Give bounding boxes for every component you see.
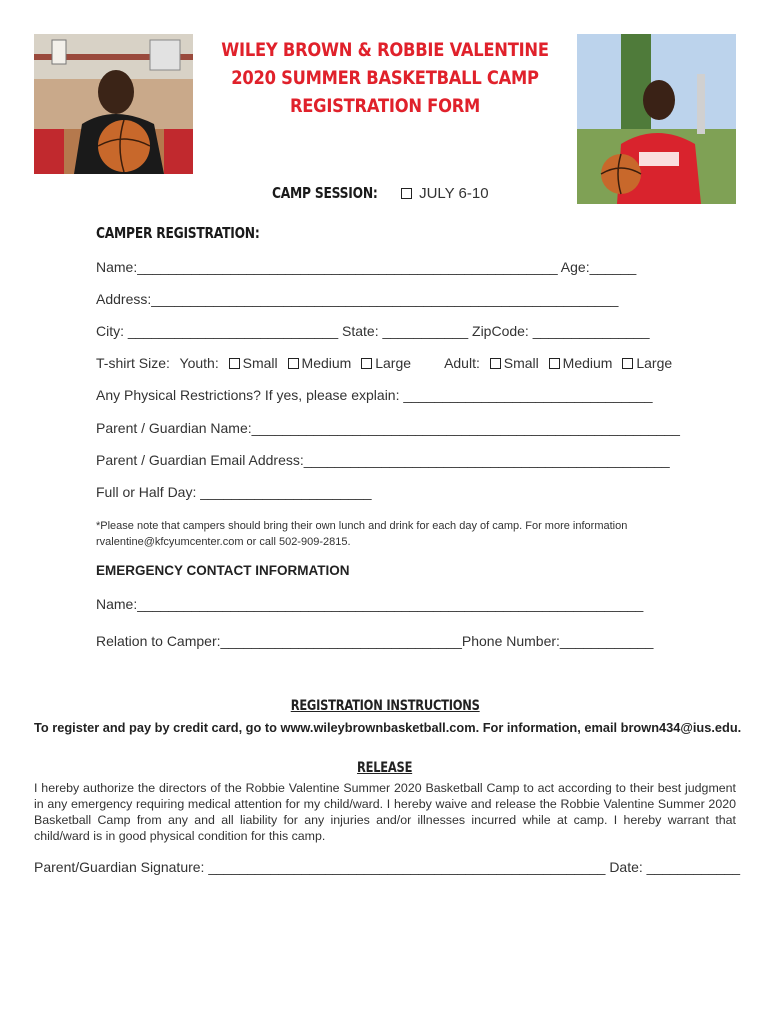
camper-city-field[interactable]: City: ___________________________ State: ___________ ZipCode: _______________ — [96, 323, 650, 339]
youth-medium-label: Medium — [301, 355, 352, 371]
checkbox-icon[interactable] — [288, 358, 299, 369]
guardian-email-field[interactable]: Parent / Guardian Email Address:_______________________________________________ — [96, 452, 670, 468]
tshirt-size-label: T-shirt Size: — [96, 355, 170, 371]
camper-address-field[interactable]: Address:____________________________________________________________ — [96, 291, 619, 307]
camp-session-label: CAMP SESSION: — [272, 184, 378, 202]
youth-small-label: Small — [242, 355, 278, 371]
release-text: I hereby authorize the directors of the Robbie Valentine Summer 2020 Basketball Camp to act according to their best judgment in any emergency requiring medical attention for my child/ward. I hereby waive and release the Robbie Valentine Summer 2020 Basketball Camp from any and all liability for any injuries and/or illnesses incurred while at camp. I hereby warrant that child/ward is in good physical condition for this camp. — [34, 781, 736, 843]
camp-session-row — [272, 184, 489, 202]
camper-name-field[interactable]: Name:______________________________________________________ Age:______ — [96, 259, 637, 275]
youth-large-label: Large — [375, 355, 412, 371]
signature-field[interactable]: Parent/Guardian Signature: ___________________________________________________ Date: ____________ — [34, 859, 741, 875]
guardian-name-field[interactable]: Parent / Guardian Name:_______________________________________________________ — [96, 420, 680, 436]
camp-note-line-2: rvalentine@kfcyumcenter.com or call 502-909-2815. — [96, 536, 351, 548]
checkbox-icon[interactable] — [229, 358, 240, 369]
checkbox-icon[interactable] — [361, 358, 372, 369]
adult-large-label: Large — [636, 355, 673, 371]
physical-restrictions-field[interactable]: Any Physical Restrictions? If yes, please explain: ________________________________ — [96, 387, 653, 403]
camp-session-option: JULY 6-10 — [419, 185, 489, 202]
emergency-heading: EMERGENCY CONTACT INFORMATION — [96, 563, 350, 578]
tshirt-size-row — [96, 355, 672, 371]
checkbox-icon[interactable] — [490, 358, 501, 369]
full-half-day-field[interactable]: Full or Half Day: ______________________ — [96, 484, 372, 500]
title-line-1: WILEY BROWN & ROBBIE VALENTINE — [221, 39, 549, 61]
title-line-2: 2020 SUMMER BASKETBALL CAMP — [231, 67, 539, 89]
title-line-3: REGISTRATION FORM — [289, 95, 481, 117]
emergency-name-field[interactable]: Name:_________________________________________________________________ — [96, 596, 644, 612]
adult-small-label: Small — [503, 355, 539, 371]
form-title — [190, 36, 580, 120]
checkbox-icon[interactable] — [549, 358, 560, 369]
registration-instructions-heading: REGISTRATION INSTRUCTIONS — [290, 698, 480, 714]
camp-note — [96, 518, 696, 550]
camp-note-line-1: *Please note that campers should bring their own lunch and drink for each day of camp. For more information — [96, 520, 628, 532]
registration-instructions-text: To register and pay by credit card, go to www.wileybrownbasketball.com. For information, email brown434@ius.edu. — [34, 720, 742, 735]
emergency-relation-field[interactable]: Relation to Camper:_______________________________Phone Number:____________ — [96, 633, 654, 649]
camper-registration-heading: CAMPER REGISTRATION: — [96, 224, 260, 242]
adult-medium-label: Medium — [562, 355, 613, 371]
release-heading: RELEASE — [357, 760, 413, 776]
tshirt-youth-label: Youth: — [179, 355, 219, 371]
checkbox-icon[interactable] — [401, 188, 412, 199]
photo-robbie-valentine — [577, 34, 736, 204]
tshirt-adult-label: Adult: — [444, 355, 480, 371]
checkbox-icon[interactable] — [622, 358, 633, 369]
photo-wiley-brown — [34, 34, 193, 174]
